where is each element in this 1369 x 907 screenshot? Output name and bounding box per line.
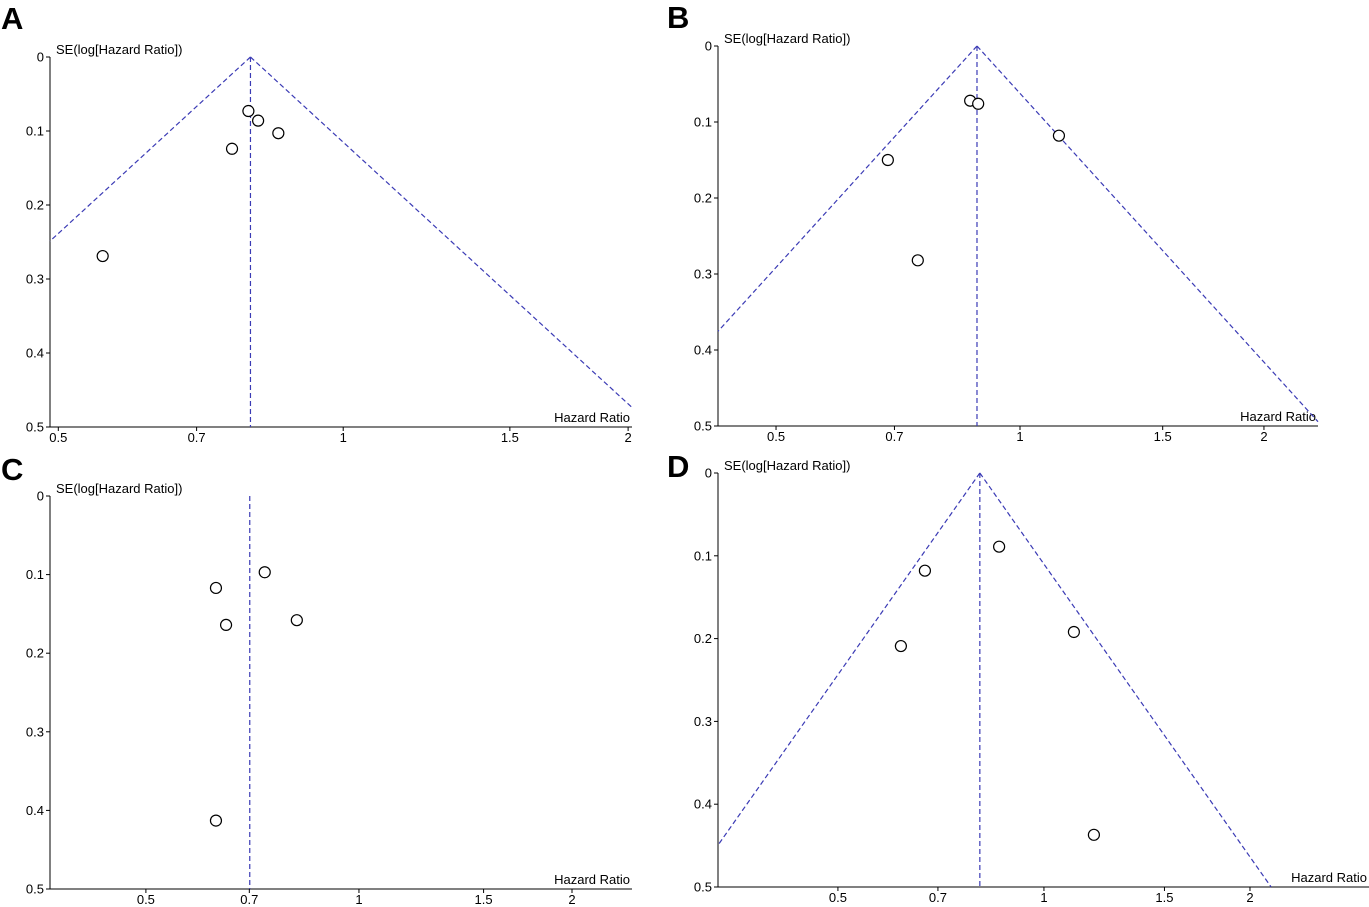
y-tick-label: 0 [36,49,44,65]
y-tick-label: 0 [704,465,712,481]
x-tick-label: 2 [1260,429,1268,444]
x-tick-label: 1 [339,430,347,445]
y-tick-label: 0.1 [25,567,44,583]
y-tick-label: 0.4 [693,342,712,358]
x-tick-label: 0.5 [136,892,155,907]
y-axis-title: SE(log[Hazard Ratio]) [724,31,851,46]
study-point [97,251,108,262]
x-axis-title: Hazard Ratio [1291,870,1367,885]
x-tick-label: 1.5 [500,430,519,445]
panel-label: A [1,1,24,36]
panel-a [1,1,632,445]
y-tick-label: 0 [36,488,44,504]
x-axis-title: Hazard Ratio [1240,409,1316,424]
study-point [1053,130,1064,141]
funnel-right-limit [977,46,1318,422]
study-point [243,106,254,117]
panel-d [667,449,1369,905]
study-point [273,128,284,139]
funnel-left-limit [50,57,250,241]
y-tick-label: 0.2 [25,197,44,213]
x-tick-label: 0.7 [187,430,206,445]
x-tick-label: 0.5 [766,429,786,444]
y-tick-label: 0.3 [25,271,44,287]
x-tick-label: 0.5 [828,890,847,905]
x-tick-label: 0.7 [240,892,259,907]
y-tick-label: 0.4 [25,345,44,361]
study-point [227,143,238,154]
y-tick-label: 0.4 [25,802,44,818]
x-tick-label: 2 [624,430,632,445]
funnel-right-limit [980,473,1271,887]
x-tick-label: 1.5 [1155,890,1174,905]
x-axis-title: Hazard Ratio [554,872,630,887]
study-point [291,615,302,626]
x-tick-label: 1.5 [474,892,493,907]
x-tick-label: 2 [568,892,576,907]
study-point [973,98,984,109]
funnel-right-limit [250,57,632,407]
y-tick-label: 0.1 [25,123,44,139]
y-axis-title: SE(log[Hazard Ratio]) [56,42,183,57]
y-tick-label: 0.3 [693,266,712,282]
study-point [912,255,923,266]
y-tick-label: 0.2 [25,645,44,661]
x-tick-label: 2 [1246,890,1254,905]
y-tick-label: 0.2 [693,631,712,647]
study-point [919,565,930,576]
panel-c [1,452,632,907]
y-tick-label: 0.5 [25,881,44,897]
study-point [210,582,221,593]
panel-b [667,0,1318,444]
study-point [253,115,264,126]
x-tick-label: 0.7 [885,429,904,444]
x-axis-title: Hazard Ratio [554,410,630,425]
y-tick-label: 0.5 [693,879,712,895]
panel-label: B [667,0,690,35]
y-tick-label: 0.3 [693,713,712,729]
x-tick-label: 1 [1040,890,1048,905]
study-point [994,541,1005,552]
study-point [221,619,232,630]
x-tick-label: 0.5 [49,430,68,445]
y-axis-title: SE(log[Hazard Ratio]) [56,481,183,496]
y-tick-label: 0.5 [693,418,712,434]
study-point [882,155,893,166]
y-tick-label: 0.1 [693,548,712,564]
funnel-left-limit [718,473,980,845]
x-tick-label: 1 [355,892,363,907]
y-tick-label: 0.2 [693,190,712,206]
study-point [1068,626,1079,637]
study-point [1088,829,1099,840]
funnel-left-limit [718,46,977,331]
study-point [259,567,270,578]
y-tick-label: 0.3 [25,724,44,740]
panel-label: C [1,452,24,487]
y-tick-label: 0.5 [25,419,44,435]
panel-label: D [667,449,690,484]
y-tick-label: 0.4 [693,796,712,812]
x-tick-label: 1 [1016,429,1024,444]
y-tick-label: 0 [704,38,712,54]
y-tick-label: 0.1 [693,114,712,130]
y-axis-title: SE(log[Hazard Ratio]) [724,458,851,473]
study-point [210,815,221,826]
x-tick-label: 1.5 [1153,429,1172,444]
study-point [895,641,906,652]
x-tick-label: 0.7 [928,890,947,905]
